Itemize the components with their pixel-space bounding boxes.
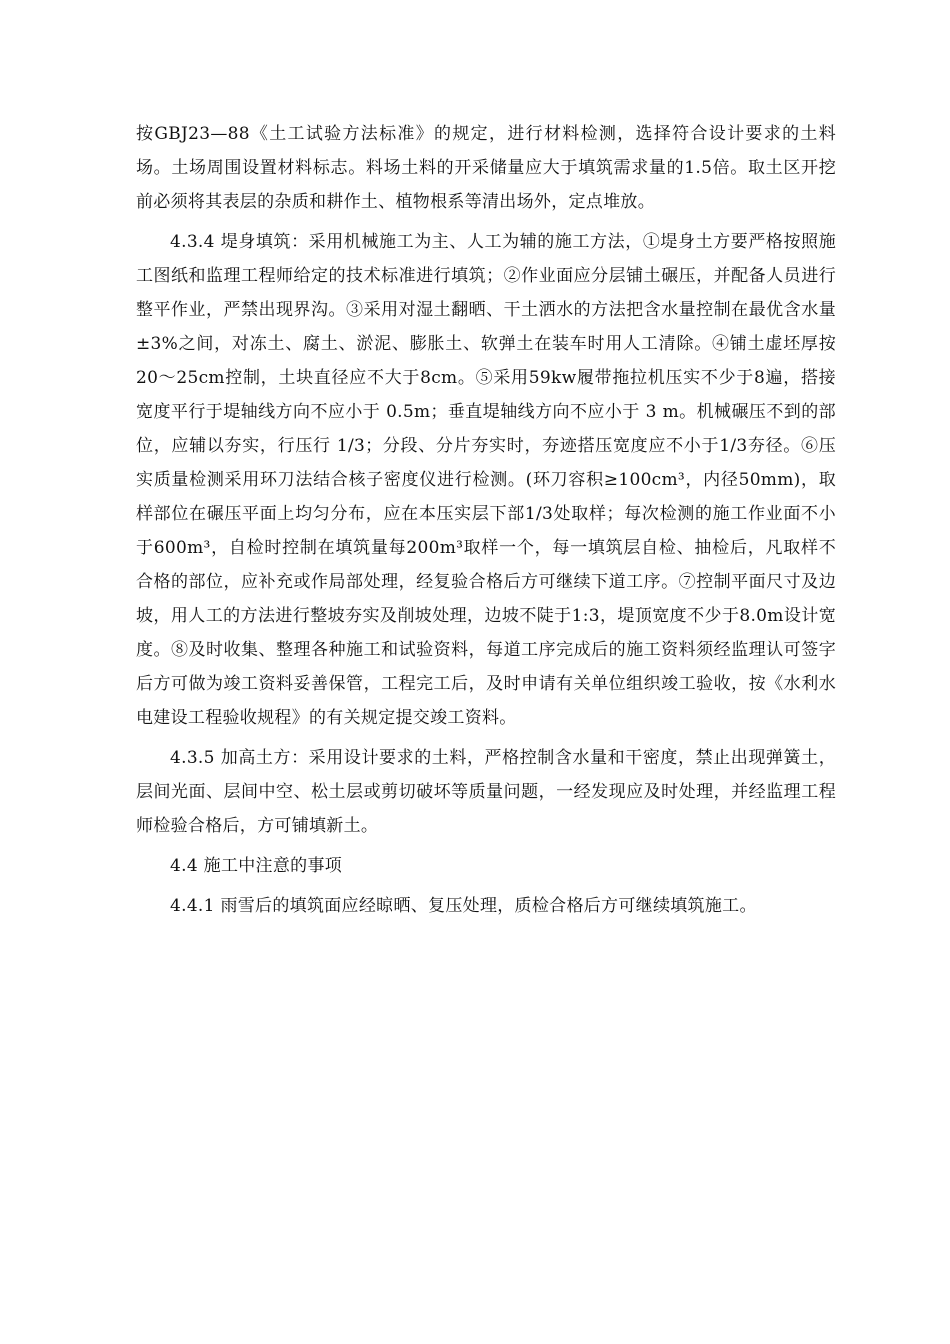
section-heading-4-4: 4.4 施工中注意的事项 <box>170 856 343 876</box>
paragraph-4-3-5-heightening-earthwork: 4.3.5 加高土方：采用设计要求的土料，严格控制含水量和干密度，禁止出现弹簧土，层间光面、层间中空、松土层或剪切破坏等质量问题，一经发现应及时处理，并经监理工程师检验合格后，方可铺填新土。 <box>136 748 836 836</box>
paragraph-4-3-4-embankment-filling: 4.3.4 堤身填筑：采用机械施工为主、人工为辅的施工方法，①堤身土方要严格按照施工图纸和监理工程师给定的技术标准进行填筑；②作业面应分层铺土碾压，并配备人员进行整平作业，严禁出现界沟。③采用对湿土翻晒、干土洒水的方法把含水量控制在最优含水量±3%之间，对冻土、腐土、淤泥、膨胀土、软弹土在装车时用人工清除。④铺土虚坯厚按20～25cm控制，土块直径应不大于8cm。⑤采用59kw履带拖拉机压实不少于8遍，搭接宽度平行于堤轴线方向不应小于 0.5m；垂直堤轴线方向不应小于 3 m。机械碾压不到的部位，应辅以夯实，行压行 1/3；分段、分片夯实时，夯迹搭压宽度应不小于1/3夯径。⑥压实质量检测采用环刀法结合核子密度仪进行检测。(环刀容积≥100cm³，内径50mm)，取样部位在碾压平面上均匀分布，应在本压实层下部1/3处取样；每次检测的施工作业面不小于600m³，自检时控制在填筑量每200m³取样一个，每一填筑层自检、抽检后，凡取样不合格的部位，应补充或作局部处理，经复验合格后方可继续下道工序。⑦控制平面尺寸及边坡，用人工的方法进行整坡夯实及削坡处理，边坡不陡于1:3，堤顶宽度不少于8.0m设计宽度。⑧及时收集、整理各种施工和试验资料，每道工序完成后的施工资料须经监理认可签字后方可做为竣工资料妥善保管，工程完工后，及时申请有关单位组织竣工验收，按《水利水电建设工程验收规程》的有关规定提交竣工资料。 <box>136 232 836 728</box>
paragraph-4-4-1: 4.4.1 雨雪后的填筑面应经晾晒、复压处理，质检合格后方可继续填筑施工。 <box>170 896 757 916</box>
paragraph-intro: 按GBJ23—88《土工试验方法标准》的规定，进行材料检测，选择符合设计要求的土料场。土场周围设置材料标志。料场土料的开采储量应大于填筑需求量的1.5倍。取土区开挖前必须将其表层的杂质和耕作土、植物根系等清出场外，定点堆放。 <box>136 124 836 212</box>
document-body <box>136 117 836 929</box>
